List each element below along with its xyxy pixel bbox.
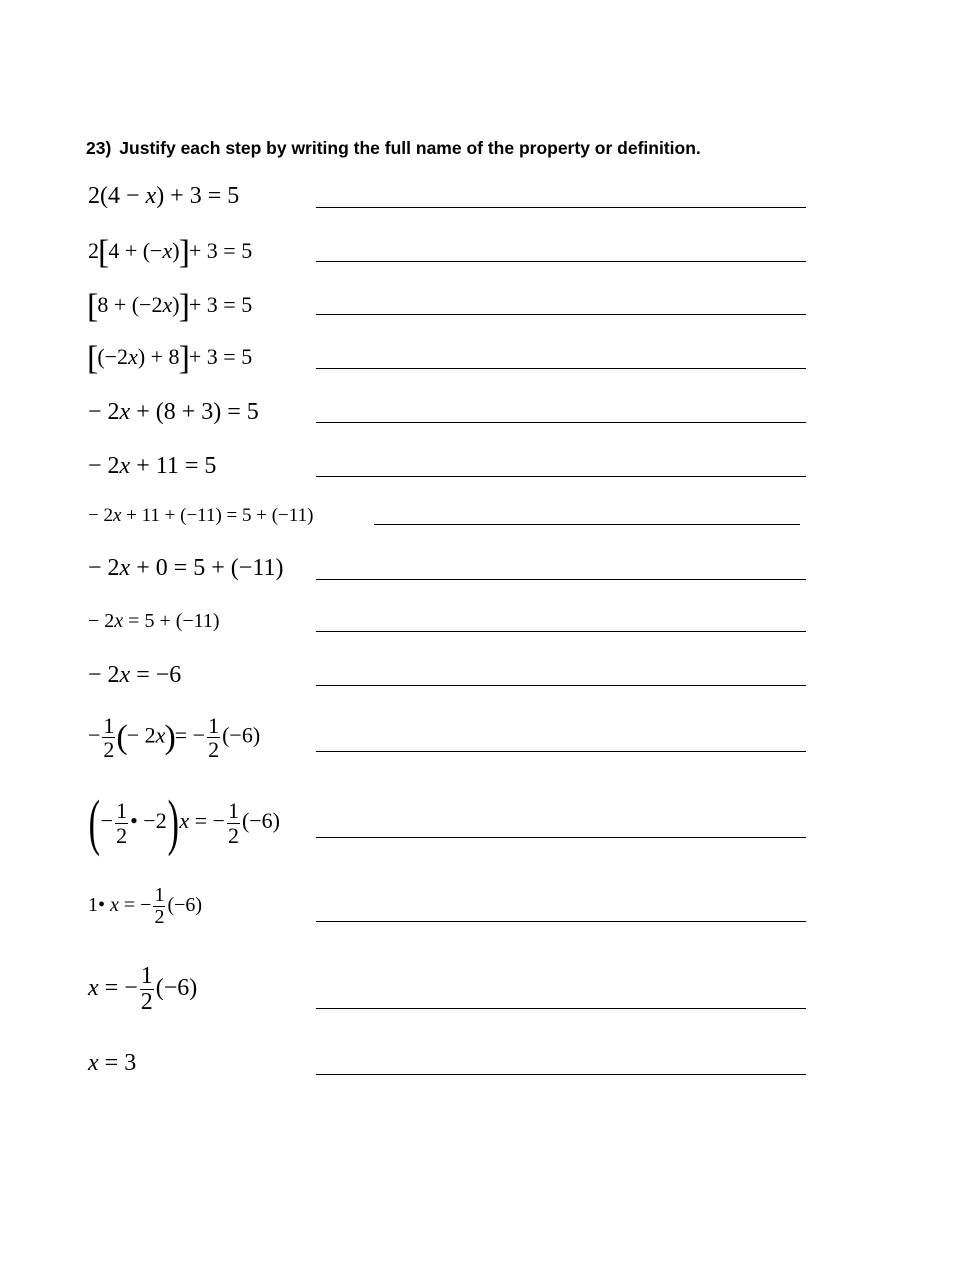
- step-5-answer-line[interactable]: [316, 422, 806, 423]
- step-15-equation: x = 3: [88, 1050, 137, 1076]
- step-1-equation: 2(4 − x) + 3 = 5: [88, 183, 240, 209]
- step-4-answer-line[interactable]: [316, 368, 806, 369]
- step-1-answer-line[interactable]: [316, 207, 806, 208]
- step-9-equation: − 2x = 5 + (−11): [88, 610, 220, 632]
- step-14-equation: x = − $\frac{1}{2}$ (−6): [88, 963, 198, 1016]
- step-10-equation: − 2x = −6: [88, 662, 182, 688]
- step-7-equation: − 2x + 11 + (−11) = 5 + (−11): [88, 505, 314, 526]
- step-13-equation: 1• x = − $\frac{1}{2}$ (−6): [88, 884, 203, 928]
- problem-number: 23): [86, 138, 112, 158]
- instruction-text: Justify each step by writing the full name of the property or definition.: [119, 138, 701, 158]
- step-4-equation: [(−2x) + 8]+ 3 = 5: [87, 340, 253, 377]
- step-7-answer-line[interactable]: [374, 524, 800, 525]
- step-8-answer-line[interactable]: [316, 579, 806, 580]
- step-9-answer-line[interactable]: [316, 631, 806, 632]
- step-5-equation: − 2x + (8 + 3) = 5: [88, 399, 259, 425]
- step-3-equation: [8 + (−2x)]+ 3 = 5: [87, 288, 253, 325]
- step-15-answer-line[interactable]: [316, 1074, 806, 1075]
- step-6-equation: − 2x + 11 = 5: [88, 453, 217, 479]
- step-14-answer-line[interactable]: [316, 1008, 806, 1009]
- step-11-answer-line[interactable]: [316, 751, 806, 752]
- step-13-answer-line[interactable]: [316, 921, 806, 922]
- step-10-answer-line[interactable]: [316, 685, 806, 686]
- step-3-answer-line[interactable]: [316, 314, 806, 315]
- step-2-equation: 2[4 + (−x)]+ 3 = 5: [88, 234, 253, 271]
- step-2-answer-line[interactable]: [316, 261, 806, 262]
- step-12-equation: (− $\frac{1}{2}$ • −2)x = − $\frac{1}{2}$ (−6): [88, 789, 280, 857]
- problem-instruction: [86, 138, 701, 159]
- step-12-answer-line[interactable]: [316, 837, 806, 838]
- step-6-answer-line[interactable]: [316, 476, 806, 477]
- step-11-equation: − $\frac{1}{2}$ (− 2x)= − $\frac{1}{2}$ (−6): [88, 713, 261, 763]
- step-8-equation: − 2x + 0 = 5 + (−11): [88, 555, 284, 581]
